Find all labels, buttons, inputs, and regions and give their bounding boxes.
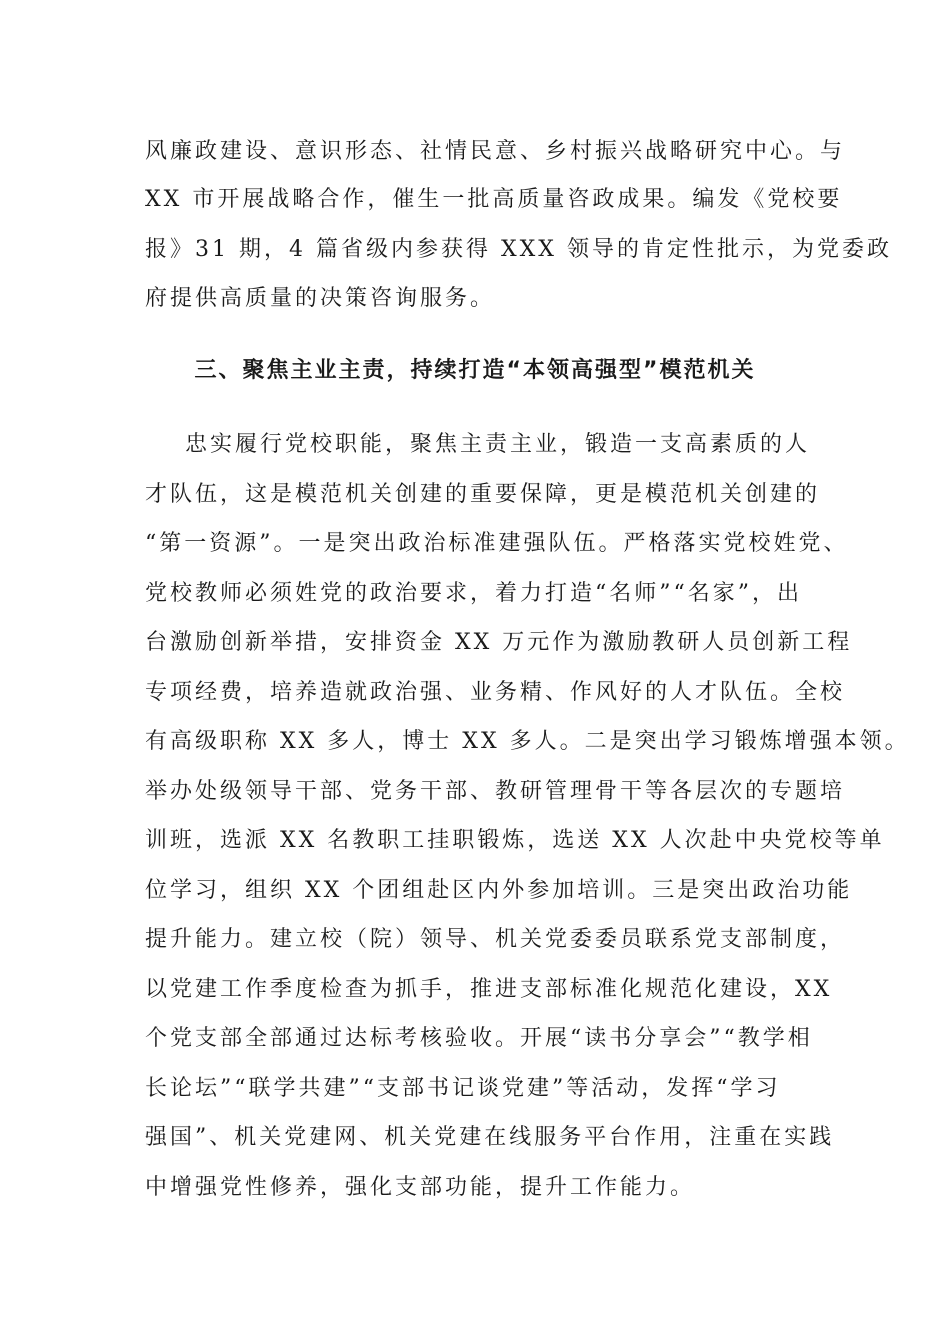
paragraph-1-line-3: 报》31 期，4 篇省级内参获得 XXX 领导的肯定性批示，为党委政: [145, 237, 892, 262]
paragraph-2-line-16: 中增强党性修养，强化支部功能，提升工作能力。: [145, 1175, 696, 1200]
paragraph-1-line-2: XX 市开展战略合作，催生一批高质量咨政成果。编发《党校要: [145, 187, 843, 212]
paragraph-2-line-13: 个党支部全部通过达标考核验收。开展“读书分享会”“教学相: [145, 1026, 813, 1051]
paragraph-2-line-12: 以党建工作季度检查为抓手，推进支部标准化规范化建设，XX: [145, 977, 833, 1002]
section-heading: 三、聚焦主业主责，持续打造“本领高强型”模范机关: [194, 358, 756, 383]
paragraph-1-line-4: 府提供高质量的决策咨询服务。: [145, 286, 496, 311]
paragraph-2-line-2: 才队伍，这是模范机关创建的重要保障，更是模范机关创建的: [145, 482, 821, 507]
paragraph-2-line-10: 位学习，组织 XX 个团组赴区内外参加培训。三是突出政治功能: [145, 878, 853, 903]
paragraph-2-line-15: 强国”、机关党建网、机关党建在线服务平台作用，注重在实践: [145, 1125, 835, 1150]
paragraph-2-line-3: “第一资源”。一是突出政治标准建强队伍。严格落实党校姓党、: [145, 531, 849, 556]
paragraph-2-line-6: 专项经费，培养造就政治强、业务精、作风好的人才队伍。全校: [145, 680, 846, 705]
paragraph-2-line-5: 台激励创新举措，安排资金 XX 万元作为激励教研人员创新工程: [145, 630, 853, 655]
paragraph-2-line-14: 长论坛”“联学共建”“支部书记谈党建”等活动，发挥“学习: [145, 1076, 781, 1101]
paragraph-1-line-1: 风廉政建设、意识形态、社情民意、乡村振兴战略研究中心。与: [145, 139, 846, 164]
paragraph-2-line-7: 有高级职称 XX 多人，博士 XX 多人。二是突出学习锻炼增强本领。: [145, 729, 910, 754]
paragraph-2-line-8: 举办处级领导干部、党务干部、教研管理骨干等各层次的专题培: [145, 779, 846, 804]
paragraph-2-line-11: 提升能力。建立校（院）领导、机关党委委员联系党支部制度，: [145, 927, 846, 952]
paragraph-2-line-4: 党校教师必须姓党的政治要求，着力打造“名师”“名家”，出: [145, 581, 802, 606]
paragraph-2-line-1: 忠实履行党校职能，聚焦主责主业，锻造一支高素质的人: [145, 432, 810, 457]
paragraph-2-line-9: 训班，选派 XX 名教职工挂职锻炼，选送 XX 人次赴中央党校等单: [145, 828, 885, 853]
